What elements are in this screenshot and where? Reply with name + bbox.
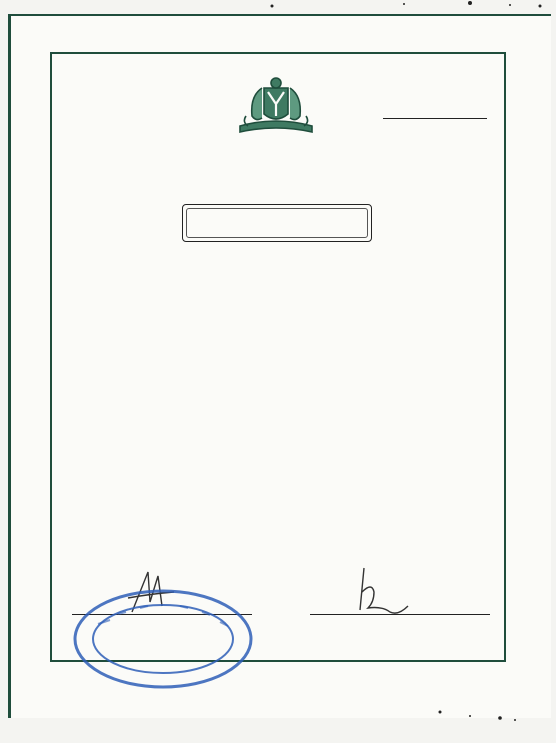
certificate-number-line: [383, 118, 487, 119]
office-stamp: [70, 584, 256, 694]
certificate-title-box: [182, 204, 372, 242]
inner-frame: [50, 52, 506, 662]
coat-of-arms-icon: [236, 76, 316, 138]
certificate-title: [186, 208, 368, 238]
signature-right: [338, 562, 418, 618]
